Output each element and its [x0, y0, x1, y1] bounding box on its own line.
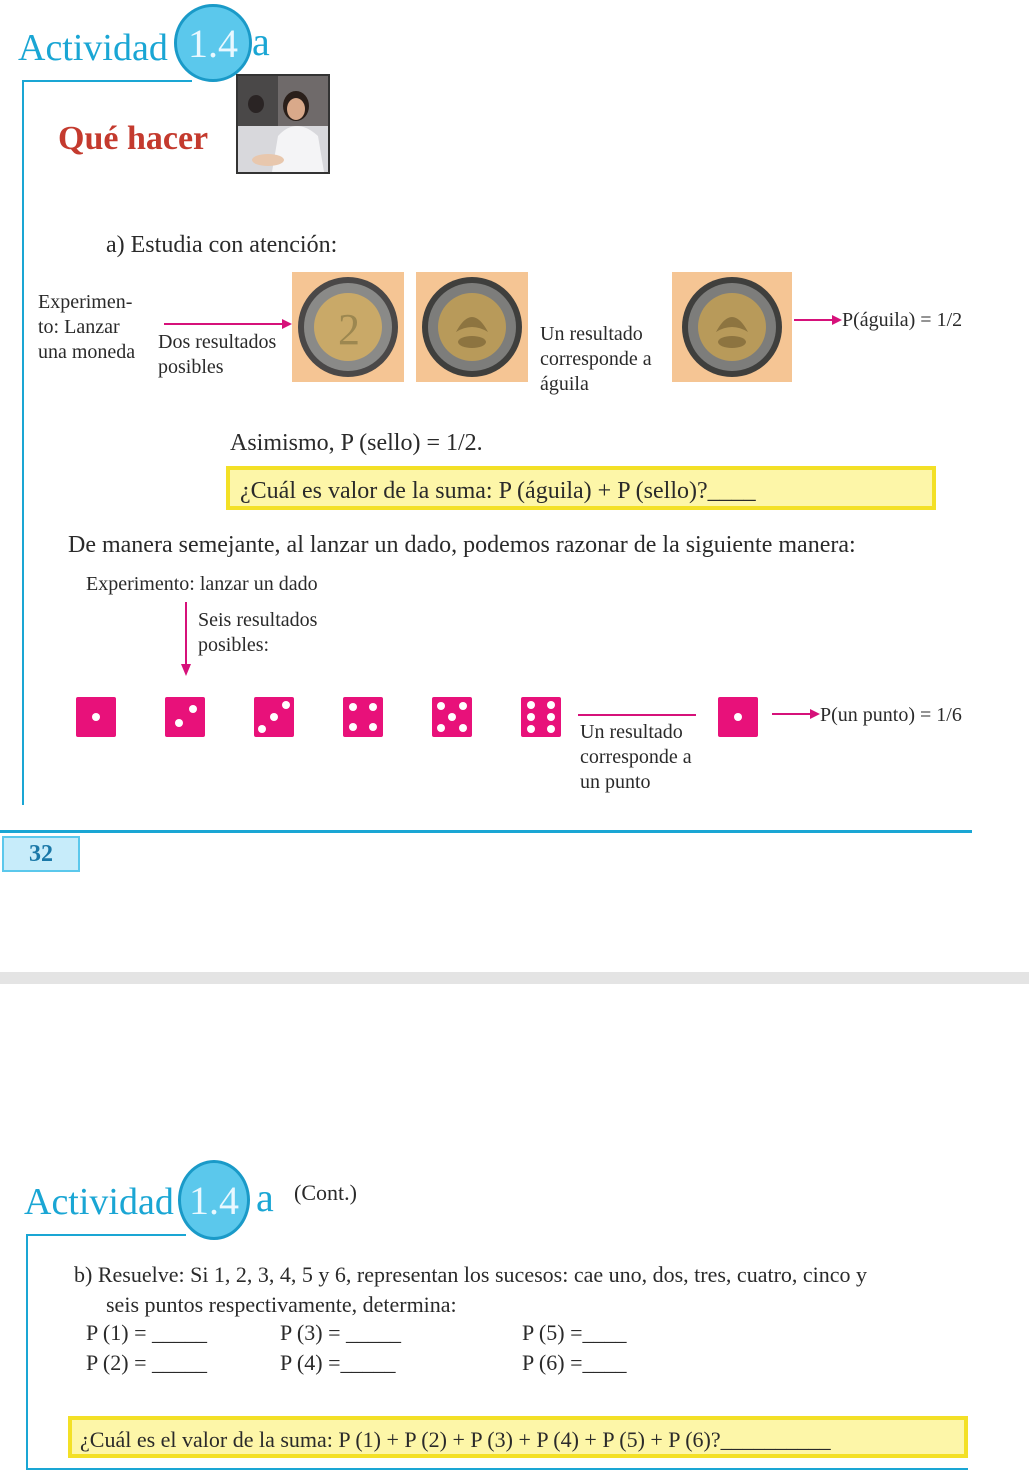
die-face-4-icon	[343, 697, 383, 737]
frame-bottom-line-cont	[26, 1468, 968, 1470]
die-one-result-line: Un resultado	[580, 721, 683, 743]
two-results-label	[158, 330, 276, 380]
blank-p1: P (1) = _____	[86, 1320, 207, 1345]
coin-experiment-line: una moneda	[38, 341, 136, 363]
frame-left-line	[22, 80, 24, 805]
question-box-2	[68, 1416, 968, 1458]
coin-aguila-box	[416, 272, 528, 382]
activity-title-cont	[24, 1180, 174, 1224]
one-result-line: Un resultado	[540, 323, 643, 345]
page-bottom-rule	[0, 830, 972, 833]
coin-experiment-label	[38, 290, 135, 365]
prob-un-punto: P(un punto) = 1/6	[820, 704, 962, 726]
one-result-line: corresponde a	[540, 348, 652, 370]
blank-p4: P (4) =_____	[280, 1350, 396, 1375]
que-hacer-heading: Qué hacer	[58, 120, 209, 157]
instruction-b	[74, 1260, 867, 1320]
blank-p5: P (5) =____	[522, 1320, 627, 1345]
question-text-1: ¿Cuál es valor de la suma: P (águila) + P (sello)?____	[240, 478, 756, 504]
question-box-1	[226, 466, 936, 510]
activity-number-badge	[174, 4, 252, 82]
activity-number: 1.4	[188, 20, 238, 66]
die-face-2-icon	[165, 697, 205, 737]
question-text-2: ¿Cuál es el valor de la suma: P (1) + P (2) + P (3) + P (4) + P (5) + P (6)?__________	[80, 1427, 831, 1452]
activity-letter-cont: a	[256, 1175, 274, 1220]
student-photo-image	[238, 76, 328, 172]
student-photo	[236, 74, 330, 174]
six-results-line: posibles:	[198, 634, 270, 656]
coin-experiment-line: to: Lanzar	[38, 316, 120, 338]
activity-number-badge-cont	[178, 1160, 250, 1240]
one-result-label	[540, 322, 652, 397]
die-face-result-icon	[718, 697, 758, 737]
instruction-a: a) Estudia con atención:	[106, 232, 338, 258]
activity-number-cont: 1.4	[189, 1177, 239, 1223]
frame-top-line	[22, 80, 192, 82]
die-one-result-line: un punto	[580, 771, 651, 793]
six-results-label	[198, 608, 317, 658]
frame-top-line-cont	[26, 1234, 186, 1236]
arrow-to-probability	[794, 312, 844, 328]
one-result-line: águila	[540, 373, 589, 395]
coin-aguila-result-box	[672, 272, 792, 382]
instruction-b-line: seis puntos respectivamente, determina:	[106, 1292, 457, 1317]
activity-word-cont: Actividad	[24, 1181, 174, 1223]
similarly-text: De manera semejante, al lanzar un dado, podemos razonar de la siguiente manera:	[68, 532, 856, 558]
activity-title	[18, 26, 168, 70]
die-one-result-line: corresponde a	[580, 746, 692, 768]
coin-aguila-icon	[416, 272, 528, 382]
coin-sello-icon	[292, 272, 404, 382]
die-one-result-label	[580, 720, 692, 795]
two-results-line: Dos resultados	[158, 331, 277, 353]
page-separator	[0, 972, 1029, 984]
die-face-6-icon	[521, 697, 561, 737]
likewise-text: Asimismo, P (sello) = 1/2.	[230, 430, 483, 456]
die-face-1-icon	[76, 697, 116, 737]
die-face-5-icon	[432, 697, 472, 737]
coin-aguila-result-icon	[672, 272, 792, 382]
instruction-b-line: b) Resuelve: Si 1, 2, 3, 4, 5 y 6, representan los sucesos: cae uno, dos, tres, cuatro, cinco y	[74, 1262, 868, 1287]
page-number: 32	[2, 836, 80, 872]
die-face-3-icon	[254, 697, 294, 737]
blank-p6: P (6) =____	[522, 1350, 627, 1375]
activity-letter: a	[252, 19, 270, 64]
coin-sello-box	[292, 272, 404, 382]
arrow-down-to-dice	[178, 602, 194, 678]
prob-aguila: P(águila) = 1/2	[842, 309, 963, 331]
frame-left-line-cont	[26, 1234, 28, 1470]
six-results-line: Seis resultados	[198, 609, 318, 631]
die-experiment-label: Experimento: lanzar un dado	[86, 573, 318, 595]
coin-value-text: 2	[338, 305, 360, 354]
arrow-to-die-probability	[772, 706, 822, 722]
blank-p2: P (2) = _____	[86, 1350, 207, 1375]
cont-label: (Cont.)	[294, 1180, 357, 1205]
two-results-line: posibles	[158, 356, 224, 378]
activity-word: Actividad	[18, 27, 168, 69]
blank-p3: P (3) = _____	[280, 1320, 401, 1345]
coin-experiment-line: Experimen-	[38, 291, 133, 313]
die-result-line	[578, 714, 696, 716]
